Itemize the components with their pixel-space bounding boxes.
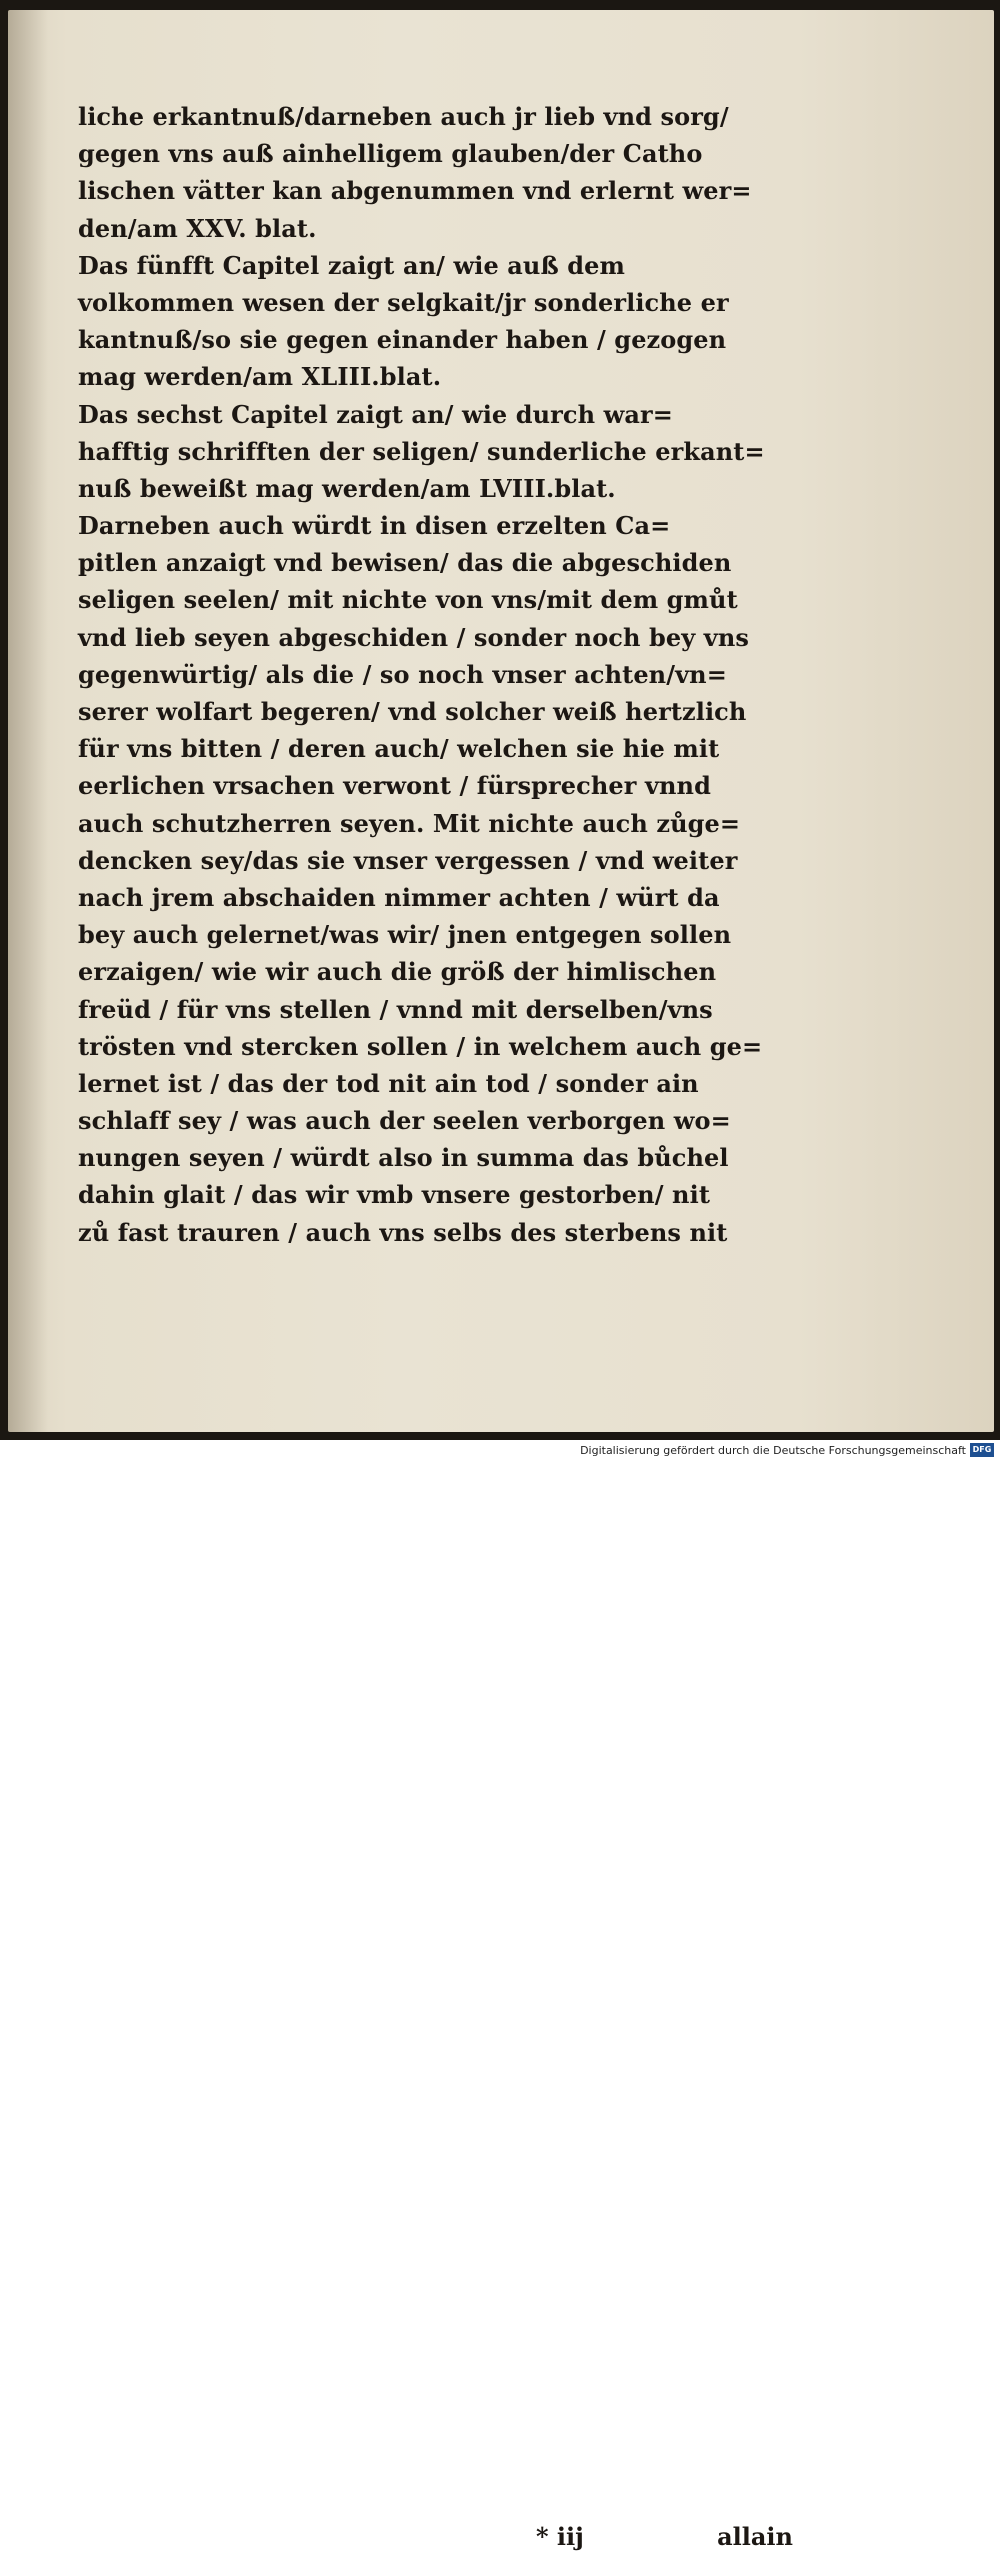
text-line: freüd / für vns stellen / vnnd mit derselben/vns [78, 994, 713, 1024]
text-line: Darneben auch würdt in disen erzelten Ca= [78, 511, 671, 541]
page-text [78, 98, 803, 1251]
text-line: für vns bitten / deren auch/ welchen sie hie mit [78, 734, 720, 764]
gutter-shadow [8, 10, 48, 1432]
text-line: gegenwürtig/ als die / so noch vnser achten/vn= [78, 659, 727, 689]
text-line: trösten vnd stercken sollen / in welchem auch ge= [78, 1031, 763, 1061]
text-line: serer wolfart begeren/ vnd solcher weiß hertzlich [78, 697, 747, 726]
text-line: schlaff sey / was auch der seelen verborgen wo= [78, 1106, 731, 1136]
text-line: erzaigen/ wie wir auch die größ der himlischen [78, 957, 717, 987]
text-line: liche erkantnuß/darneben auch jr lieb vnd sorg/ [78, 102, 729, 131]
text-line: zů fast trauren / auch vns selbs des sterbens nit [78, 1217, 728, 1247]
dfg-logo: DFG [970, 1443, 994, 1457]
text-line: mag werden/am XLIII.blat. [78, 362, 442, 392]
signature-mark: * iij [536, 2522, 584, 2551]
text-line: auch schutzherren seyen. Mit nichte auch zůge= [78, 808, 741, 838]
text-line: Das fünfft Capitel zaigt an/ wie auß dem [78, 250, 625, 280]
text-line: dahin glait / das wir vmb vnsere gestorben/ nit [78, 1180, 711, 1210]
text-line: lischen vätter kan abgenummen vnd erlernt wer= [78, 176, 752, 206]
text-line: hafftig schrifften der seligen/ sunderliche erkant= [78, 436, 765, 466]
catchword: allain [717, 2522, 793, 2551]
text-line: eerlichen vrsachen verwont / fürsprecher vnnd [78, 771, 711, 801]
text-line: bey auch gelernet/was wir/ jnen entgegen sollen [78, 920, 732, 950]
digitization-footer [0, 1440, 1000, 1461]
text-line: nach jrem abschaiden nimmer achten / würt da [78, 882, 720, 912]
text-line: volkommen wesen der selgkait/jr sonderliche er [78, 287, 729, 317]
text-line: pitlen anzaigt vnd bewisen/ das die abgeschiden [78, 548, 732, 578]
text-line: lernet ist / das der tod nit ain tod / sonder ain [78, 1068, 699, 1098]
text-line: dencken sey/das sie vnser vergessen / vnd weiter [78, 845, 738, 875]
text-line: seligen seelen/ mit nichte von vns/mit dem gmůt [78, 585, 738, 615]
text-line: Das sechst Capitel zaigt an/ wie durch war= [78, 399, 674, 429]
text-line: vnd lieb seyen abgeschiden / sonder noch bey vns [78, 622, 749, 652]
text-line: kantnuß/so sie gegen einander haben / gezogen [78, 325, 727, 355]
text-line: nuß beweißt mag werden/am LVIII.blat. [78, 473, 616, 503]
text-line: nungen seyen / würdt also in summa das bůchel [78, 1143, 729, 1173]
text-line: gegen vns auß ainhelligem glauben/der Catho [78, 139, 703, 169]
text-line: den/am XXV. blat. [78, 213, 317, 243]
funding-credit: Digitalisierung gefördert durch die Deutsche Forschungsgemeinschaft [580, 1444, 966, 1457]
